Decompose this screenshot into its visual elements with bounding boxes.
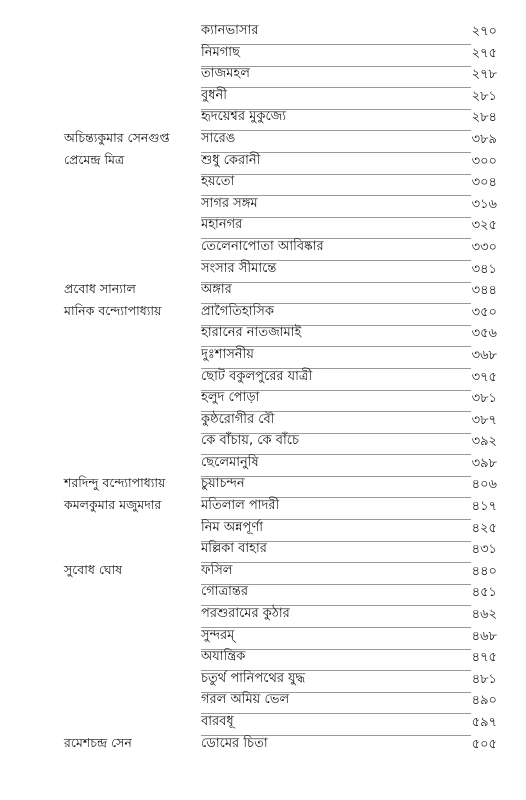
toc-page-number: ২৭৫: [471, 45, 497, 61]
toc-page-number: ৪৫১: [471, 585, 497, 601]
toc-entry: [0, 579, 526, 601]
toc-story-title: মহানগর: [201, 215, 471, 239]
toc-page-number: ৩৮১: [471, 391, 497, 407]
toc-story-title: সুন্দরম্: [201, 626, 471, 650]
toc-entry: [0, 536, 526, 558]
toc-entry: [0, 731, 526, 753]
toc-author: শরদিন্দু বন্দ্যোপাধ্যায়: [64, 475, 166, 491]
toc-story-title: হারানের নাতজামাই: [201, 323, 471, 347]
toc-entry: [0, 277, 526, 299]
toc-page-number: ৩৮৭: [471, 412, 497, 428]
toc-entry: [0, 342, 526, 364]
toc-page-number: ৩৪৪: [471, 283, 497, 299]
toc-page-number: ৪২৫: [471, 520, 497, 536]
toc-page-number: ৩৯৮: [471, 455, 497, 471]
toc-entry: [0, 169, 526, 191]
toc-author: অচিন্ত্যকুমার সেনগুপ্ত: [64, 129, 170, 145]
toc-entry: [0, 299, 526, 321]
toc-entry: [0, 687, 526, 709]
toc-entry: [0, 148, 526, 170]
toc-page-number: ৩২৫: [471, 218, 497, 234]
toc-story-title: গরল অমিয় ভেল: [201, 690, 471, 714]
toc-entry: [0, 234, 526, 256]
toc-author: প্রবোধ সান্যাল: [64, 281, 136, 297]
toc-story-title: কে বাঁচায়, কে বাঁচে: [201, 431, 471, 455]
toc-story-title: ডোমের চিতা: [201, 735, 268, 751]
toc-story-title: তাজমহল: [201, 64, 471, 88]
toc-story-title: গোত্রান্তর: [201, 582, 471, 606]
toc-author: মানিক বন্দ্যোপাধ্যায়: [64, 302, 162, 318]
toc-entry: [0, 428, 526, 450]
toc-story-title: পরশুরামের কুঠার: [201, 604, 471, 628]
toc-story-title: চুয়াচন্দন: [201, 474, 471, 498]
toc-story-title: কুষ্ঠরোগীর বৌ: [201, 410, 471, 434]
toc-page-number: ২৭০: [471, 24, 497, 39]
toc-entry: [0, 709, 526, 731]
toc-entry: [0, 385, 526, 407]
toc-page-number: ৩৩০: [471, 239, 497, 255]
toc-story-title: প্রাগৈতিহাসিক: [201, 302, 471, 326]
toc-story-title: অযান্ত্রিক: [201, 647, 471, 671]
toc-story-title: হৃদয়েশ্বর মুকুজ্যে: [201, 107, 471, 131]
toc-story-title: সারেঙ: [201, 129, 471, 153]
toc-entry: [0, 450, 526, 472]
toc-page-number: ৩৬৮: [471, 347, 497, 363]
toc-entry: [0, 40, 526, 62]
toc-page-number: ২৮৪: [471, 110, 497, 126]
toc-page-number: ৪৬৮: [471, 628, 497, 644]
toc-entry: [0, 18, 526, 40]
toc-author: সুবোধ ঘোষ: [64, 561, 123, 577]
toc-page-number: ৩৫৬: [471, 326, 497, 342]
toc-story-title: হয়তো: [201, 172, 471, 196]
toc-author: কমলকুমার মজুমদার: [64, 497, 162, 513]
toc-story-title: ফসিল: [201, 561, 471, 585]
toc-entry: [0, 126, 526, 148]
toc-page-number: ৫০৫: [471, 736, 497, 752]
toc-page-number: ৩৪১: [471, 261, 497, 277]
toc-entry: [0, 83, 526, 105]
toc-page-number: ৩৫০: [471, 304, 497, 320]
toc-page-number: ৪৯০: [471, 693, 497, 709]
toc-page-number: ৫৯৭: [471, 715, 497, 730]
toc-entry: [0, 601, 526, 623]
toc-author: প্রেমেন্দ্র মিত্র: [64, 151, 125, 167]
toc-entry: [0, 320, 526, 342]
toc-entry: [0, 61, 526, 83]
toc-entry: [0, 515, 526, 537]
toc-story-title: ক্যানভাসার: [201, 21, 471, 45]
toc-story-title: বুধনী: [201, 86, 471, 110]
toc-entry: [0, 104, 526, 126]
toc-page-number: ৪৮১: [471, 671, 497, 687]
toc-entry: [0, 256, 526, 278]
toc-page-number: ৪০৬: [471, 477, 497, 493]
toc-story-title: চতুর্থ পানিপথের যুদ্ধ: [201, 669, 471, 693]
toc-page-number: ২৮১: [471, 88, 497, 104]
toc-story-title: তেলেনাপোতা আবিষ্কার: [201, 237, 471, 261]
toc-story-title: নিম অন্নপূর্ণা: [201, 518, 471, 542]
toc-entry: [0, 212, 526, 234]
toc-story-title: সংসার সীমান্তে: [201, 259, 471, 283]
toc-story-title: দুঃশাসনীয়: [201, 345, 471, 369]
toc-page-number: ৪১৭: [471, 499, 497, 515]
toc-story-title: অঙ্গার: [201, 280, 471, 304]
table-of-contents: [0, 18, 526, 752]
toc-entry: [0, 471, 526, 493]
toc-story-title: হলুদ পোড়া: [201, 388, 471, 412]
toc-entry: [0, 666, 526, 688]
toc-page-number: ৩১৬: [471, 196, 497, 212]
toc-page-number: ২৭৮: [471, 67, 497, 83]
toc-page-number: ৪৭৫: [471, 650, 497, 666]
toc-page-number: ৩৮৯: [471, 131, 497, 147]
toc-page-number: ৪৬২: [471, 607, 497, 623]
toc-page-number: ৩০০: [471, 153, 497, 169]
toc-page-number: ৩৯২: [471, 434, 497, 450]
toc-story-title: নিমগাছ: [201, 43, 471, 67]
toc-entry: [0, 407, 526, 429]
toc-page-number: ৪৪০: [471, 563, 497, 579]
toc-story-title: মল্লিকা বাহার: [201, 539, 471, 563]
toc-entry: [0, 493, 526, 515]
toc-entry: [0, 623, 526, 645]
toc-page-number: ৩৭৫: [471, 369, 497, 385]
toc-entry: [0, 558, 526, 580]
toc-page-number: ৩০৪: [471, 175, 497, 191]
toc-story-title: ছেলেমানুষি: [201, 453, 471, 477]
toc-story-title: মতিলাল পাদরী: [201, 496, 471, 520]
toc-entry: [0, 364, 526, 386]
toc-entry: [0, 191, 526, 213]
toc-page-number: ৪৩১: [471, 542, 497, 558]
toc-entry: [0, 644, 526, 666]
toc-story-title: বারবধূ: [201, 712, 471, 736]
toc-story-title: সাগর সঙ্গম: [201, 194, 471, 218]
toc-story-title: শুধু কেরানী: [201, 151, 471, 175]
toc-story-title: ছোট বকুলপুরের যাত্রী: [201, 367, 471, 391]
toc-author: রমেশচন্দ্র সেন: [64, 734, 132, 750]
